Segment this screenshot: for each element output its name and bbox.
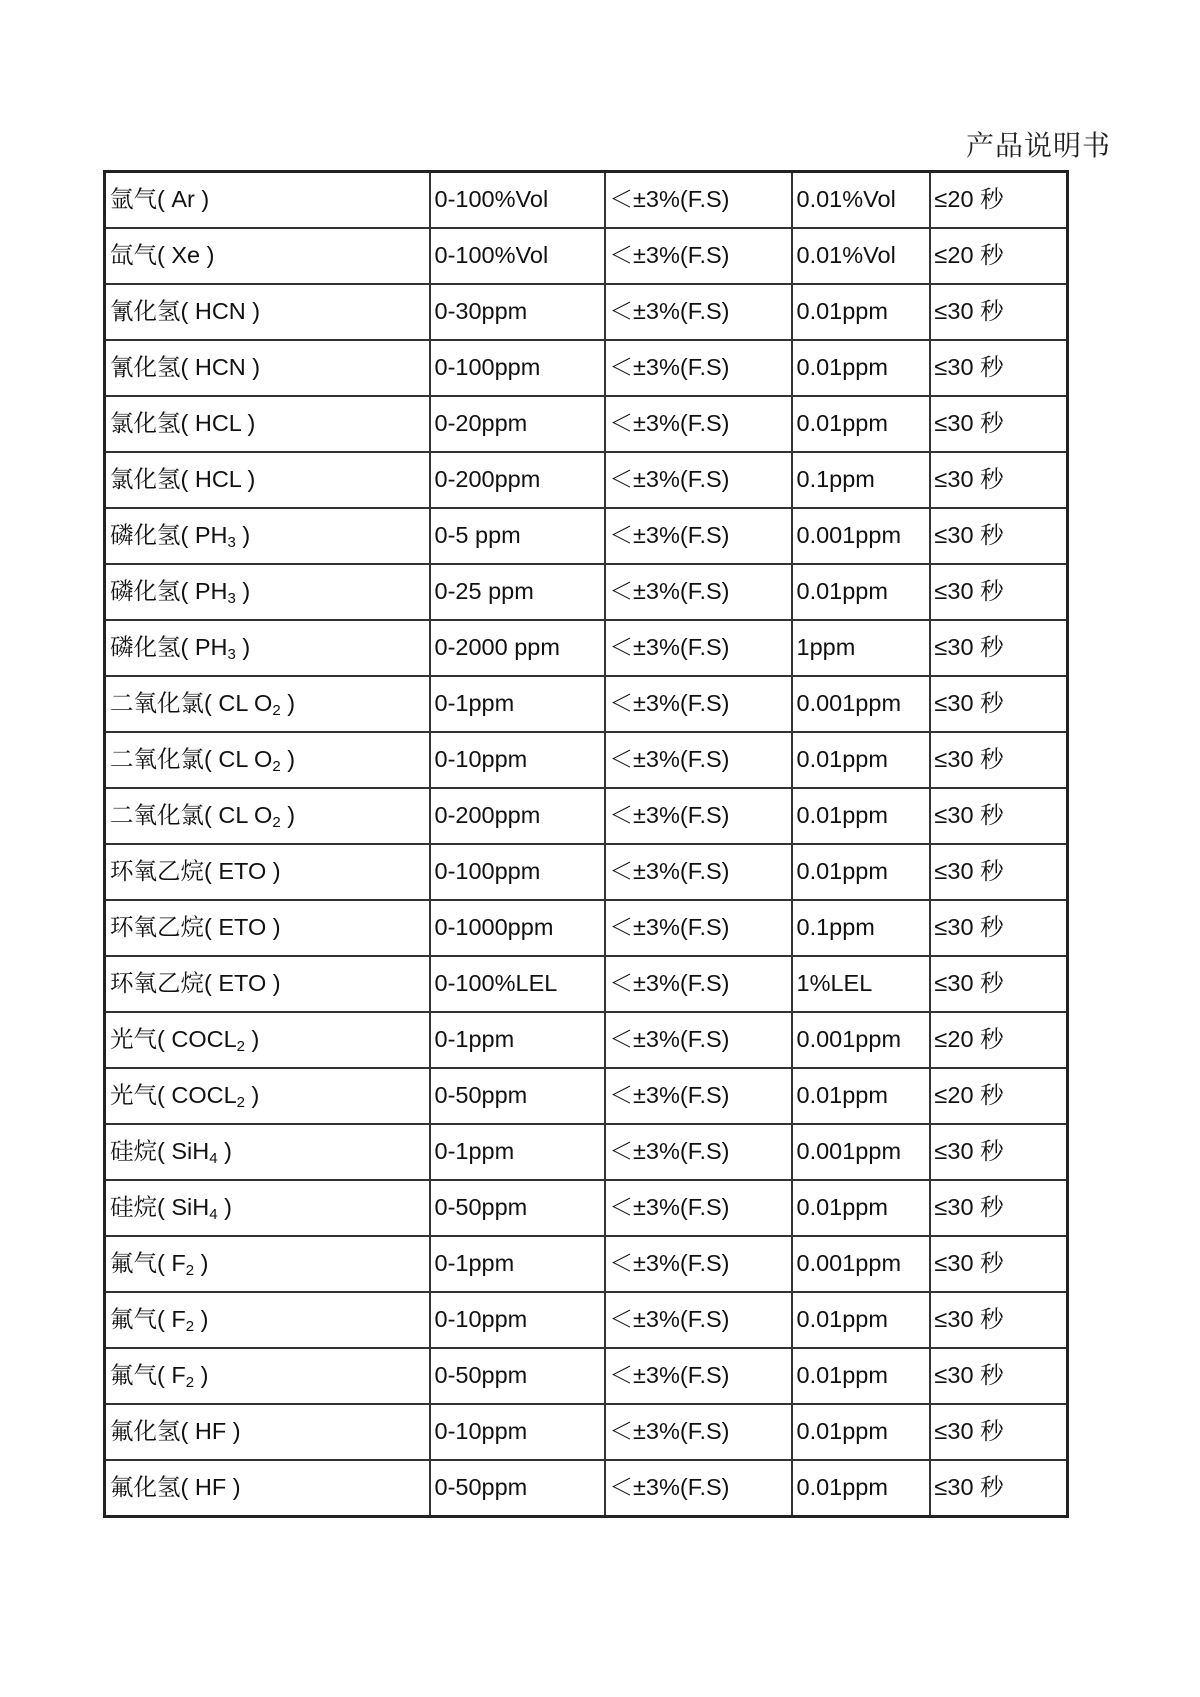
gas-name-cell: 氟气( $F_2$ ) [105, 1236, 430, 1292]
response-time-cell: ≤30 秒 [930, 1180, 1068, 1236]
gas-formula: HCL [194, 466, 241, 493]
gas-formula-subscript: 3 [227, 534, 236, 552]
gas-formula-subscript: 3 [227, 590, 236, 608]
response-time-cell: ≤20 秒 [930, 1068, 1068, 1124]
response-time-cell: ≤30 秒 [930, 620, 1068, 676]
gas-formula: HF [194, 1474, 227, 1501]
resolution-cell: 0.001ppm [792, 1124, 930, 1180]
gas-name-cell: 氙气( Xe ) [105, 228, 430, 284]
gas-name-cell: 环氧乙烷( ETO ) [105, 900, 430, 956]
table-row [105, 1292, 1068, 1348]
gas-name: 氟化氢 [110, 1418, 181, 1445]
gas-name: 光气 [110, 1026, 157, 1053]
resolution-cell: 0.001ppm [792, 1236, 930, 1292]
range-cell: 0-25 ppm [430, 564, 605, 620]
accuracy-cell: ＜±3%(F.S) [605, 228, 792, 284]
gas-formula: HCN [194, 298, 246, 325]
resolution-cell: 0.1ppm [792, 900, 930, 956]
gas-formula: PH [194, 634, 228, 661]
response-time-cell: ≤30 秒 [930, 844, 1068, 900]
gas-name-cell: 硅烷( SiH$_4$ ) [105, 1124, 430, 1180]
accuracy-cell: ＜±3%(F.S) [605, 396, 792, 452]
accuracy-cell: ＜±3%(F.S) [605, 732, 792, 788]
gas-formula-subscript: 2 [272, 814, 281, 832]
gas-formula: HCN [194, 354, 246, 381]
gas-name: 磷化氢 [110, 634, 181, 661]
table-row [105, 172, 1068, 229]
accuracy-cell: ＜±3%(F.S) [605, 1348, 792, 1404]
range-cell: 0-20ppm [430, 396, 605, 452]
gas-spec-table [103, 170, 1069, 1518]
resolution-cell: 0.01ppm [792, 1460, 930, 1517]
gas-name-cell: 二氧化氯( CL $O_2$ ) [105, 676, 430, 732]
gas-name-cell: 二氧化氯( CL $O_2$ ) [105, 788, 430, 844]
response-time-cell: ≤30 秒 [930, 900, 1068, 956]
gas-formula: SiH [171, 1138, 210, 1165]
table-row [105, 564, 1068, 620]
gas-name: 光气 [110, 1082, 157, 1109]
accuracy-cell: ＜±3%(F.S) [605, 620, 792, 676]
resolution-cell: 1%LEL [792, 956, 930, 1012]
accuracy-cell: ＜±3%(F.S) [605, 1012, 792, 1068]
gas-formula-subscript: 2 [272, 758, 281, 776]
gas-name: 氰化氢 [110, 354, 181, 381]
response-time-cell: ≤30 秒 [930, 452, 1068, 508]
response-time-cell: ≤30 秒 [930, 1124, 1068, 1180]
table-row [105, 676, 1068, 732]
resolution-cell: 0.01ppm [792, 1068, 930, 1124]
gas-name-cell: 氰化氢( HCN ) [105, 284, 430, 340]
gas-formula: HF [194, 1418, 227, 1445]
resolution-cell: 0.01ppm [792, 844, 930, 900]
range-cell: 0-50ppm [430, 1460, 605, 1517]
gas-formula: PH [194, 522, 228, 549]
gas-name: 氟气 [110, 1250, 157, 1277]
accuracy-cell: ＜±3%(F.S) [605, 1068, 792, 1124]
gas-formula: F [171, 1362, 186, 1389]
range-cell: 0-100ppm [430, 340, 605, 396]
gas-name: 环氧乙烷 [110, 914, 204, 941]
gas-formula: COCL [171, 1082, 237, 1109]
gas-name-cell: 氟气( $F_2$ ) [105, 1348, 430, 1404]
gas-name: 氟气 [110, 1362, 157, 1389]
response-time-cell: ≤30 秒 [930, 676, 1068, 732]
gas-name-cell: 环氧乙烷( ETO ) [105, 956, 430, 1012]
accuracy-cell: ＜±3%(F.S) [605, 172, 792, 229]
gas-name: 氰化氢 [110, 298, 181, 325]
resolution-cell: 0.01ppm [792, 1180, 930, 1236]
table-row [105, 900, 1068, 956]
accuracy-cell: ＜±3%(F.S) [605, 676, 792, 732]
gas-formula: CL O [218, 690, 273, 717]
gas-name-cell: 二氧化氯( CL $O_2$ ) [105, 732, 430, 788]
resolution-cell: 0.001ppm [792, 1012, 930, 1068]
gas-name-cell: 磷化氢( $PH_3$ ) [105, 508, 430, 564]
resolution-cell: 0.01ppm [792, 788, 930, 844]
accuracy-cell: ＜±3%(F.S) [605, 788, 792, 844]
corner-mark-icon: ⸝ [104, 162, 111, 176]
range-cell: 0-50ppm [430, 1180, 605, 1236]
response-time-cell: ≤20 秒 [930, 172, 1068, 229]
gas-name: 二氧化氯 [110, 802, 204, 829]
table-row [105, 1124, 1068, 1180]
range-cell: 0-100ppm [430, 844, 605, 900]
response-time-cell: ≤30 秒 [930, 508, 1068, 564]
gas-name-cell: 氟化氢( HF ) [105, 1460, 430, 1517]
table-row [105, 1012, 1068, 1068]
response-time-cell: ≤30 秒 [930, 956, 1068, 1012]
gas-formula: HCL [194, 410, 241, 437]
response-time-cell: ≤30 秒 [930, 1348, 1068, 1404]
gas-name: 氟气 [110, 1306, 157, 1333]
resolution-cell: 0.1ppm [792, 452, 930, 508]
gas-name-cell: 氟化氢( HF ) [105, 1404, 430, 1460]
range-cell: 0-1ppm [430, 1124, 605, 1180]
accuracy-cell: ＜±3%(F.S) [605, 1124, 792, 1180]
gas-formula: F [171, 1250, 186, 1277]
response-time-cell: ≤20 秒 [930, 1012, 1068, 1068]
response-time-cell: ≤30 秒 [930, 1236, 1068, 1292]
response-time-cell: ≤30 秒 [930, 732, 1068, 788]
table-row [105, 1236, 1068, 1292]
gas-formula: COCL [171, 1026, 237, 1053]
accuracy-cell: ＜±3%(F.S) [605, 900, 792, 956]
accuracy-cell: ＜±3%(F.S) [605, 1460, 792, 1517]
response-time-cell: ≤30 秒 [930, 564, 1068, 620]
table-row [105, 452, 1068, 508]
range-cell: 0-1ppm [430, 1236, 605, 1292]
range-cell: 0-50ppm [430, 1068, 605, 1124]
resolution-cell: 0.01%Vol [792, 228, 930, 284]
gas-spec-table-body [105, 172, 1068, 1517]
response-time-cell: ≤30 秒 [930, 1460, 1068, 1517]
resolution-cell: 0.01ppm [792, 1404, 930, 1460]
gas-name-cell: 光气( $COCL_2$ ) [105, 1068, 430, 1124]
gas-formula: CL O [218, 746, 273, 773]
resolution-cell: 0.01ppm [792, 1292, 930, 1348]
gas-name: 环氧乙烷 [110, 858, 204, 885]
table-row [105, 396, 1068, 452]
gas-name-cell: 氰化氢( HCN ) [105, 340, 430, 396]
accuracy-cell: ＜±3%(F.S) [605, 284, 792, 340]
gas-formula-subscript: 4 [209, 1150, 218, 1168]
gas-formula-subscript: 2 [236, 1038, 245, 1056]
accuracy-cell: ＜±3%(F.S) [605, 844, 792, 900]
gas-name-cell: 光气( $COCL_2$ ) [105, 1012, 430, 1068]
gas-name-cell: 磷化氢( $PH_3$ ) [105, 564, 430, 620]
accuracy-cell: ＜±3%(F.S) [605, 1180, 792, 1236]
resolution-cell: 1ppm [792, 620, 930, 676]
table-row [105, 732, 1068, 788]
accuracy-cell: ＜±3%(F.S) [605, 1292, 792, 1348]
gas-name-cell: 氯化氢( HCL ) [105, 452, 430, 508]
accuracy-cell: ＜±3%(F.S) [605, 1236, 792, 1292]
range-cell: 0-10ppm [430, 732, 605, 788]
resolution-cell: 0.01%Vol [792, 172, 930, 229]
accuracy-cell: ＜±3%(F.S) [605, 1404, 792, 1460]
resolution-cell: 0.01ppm [792, 732, 930, 788]
table-row [105, 340, 1068, 396]
table-row [105, 956, 1068, 1012]
gas-formula: SiH [171, 1194, 210, 1221]
table-row [105, 1460, 1068, 1517]
accuracy-cell: ＜±3%(F.S) [605, 340, 792, 396]
response-time-cell: ≤30 秒 [930, 340, 1068, 396]
gas-name-cell: 磷化氢( $PH_3$ ) [105, 620, 430, 676]
range-cell: 0-5 ppm [430, 508, 605, 564]
table-row [105, 508, 1068, 564]
gas-formula-subscript: 2 [185, 1318, 195, 1336]
gas-formula: CL O [218, 802, 273, 829]
table-row [105, 620, 1068, 676]
table-row [105, 228, 1068, 284]
accuracy-cell: ＜±3%(F.S) [605, 956, 792, 1012]
gas-name: 二氧化氯 [110, 746, 204, 773]
table-row [105, 1348, 1068, 1404]
table-row [105, 1180, 1068, 1236]
range-cell: 0-200ppm [430, 452, 605, 508]
accuracy-cell: ＜±3%(F.S) [605, 452, 792, 508]
table-row [105, 1068, 1068, 1124]
gas-name: 二氧化氯 [110, 690, 204, 717]
gas-formula-subscript: 2 [272, 702, 281, 720]
gas-formula: Xe [171, 242, 201, 269]
table-row [105, 788, 1068, 844]
range-cell: 0-1000ppm [430, 900, 605, 956]
response-time-cell: ≤30 秒 [930, 788, 1068, 844]
table-row [105, 284, 1068, 340]
range-cell: 0-2000 ppm [430, 620, 605, 676]
range-cell: 0-10ppm [430, 1404, 605, 1460]
accuracy-cell: ＜±3%(F.S) [605, 508, 792, 564]
table-row [105, 844, 1068, 900]
gas-name: 氟化氢 [110, 1474, 181, 1501]
gas-name: 氩气 [110, 186, 157, 213]
table-row [105, 1404, 1068, 1460]
range-cell: 0-100%LEL [430, 956, 605, 1012]
range-cell: 0-30ppm [430, 284, 605, 340]
range-cell: 0-200ppm [430, 788, 605, 844]
gas-formula-subscript: 2 [185, 1374, 195, 1392]
gas-formula-subscript: 2 [236, 1094, 245, 1112]
gas-name-cell: 氯化氢( HCL ) [105, 396, 430, 452]
gas-formula: ETO [218, 858, 267, 885]
gas-formula: F [171, 1306, 186, 1333]
resolution-cell: 0.001ppm [792, 676, 930, 732]
gas-name: 环氧乙烷 [110, 970, 204, 997]
gas-name-cell: 氩气( Ar ) [105, 172, 430, 229]
gas-formula-subscript: 2 [185, 1262, 195, 1280]
gas-formula: Ar [171, 186, 195, 213]
gas-name: 氯化氢 [110, 466, 181, 493]
resolution-cell: 0.01ppm [792, 564, 930, 620]
gas-name: 氙气 [110, 242, 157, 269]
range-cell: 0-100%Vol [430, 228, 605, 284]
response-time-cell: ≤30 秒 [930, 284, 1068, 340]
gas-name: 磷化氢 [110, 578, 181, 605]
gas-name: 磷化氢 [110, 522, 181, 549]
range-cell: 0-10ppm [430, 1292, 605, 1348]
response-time-cell: ≤30 秒 [930, 396, 1068, 452]
response-time-cell: ≤20 秒 [930, 228, 1068, 284]
gas-formula: PH [194, 578, 228, 605]
resolution-cell: 0.001ppm [792, 508, 930, 564]
resolution-cell: 0.01ppm [792, 340, 930, 396]
gas-formula: ETO [218, 970, 267, 997]
gas-formula-subscript: 4 [209, 1206, 218, 1224]
gas-name: 氯化氢 [110, 410, 181, 437]
gas-formula: ETO [218, 914, 267, 941]
gas-name: 硅烷 [110, 1194, 157, 1221]
gas-name-cell: 硅烷( SiH$_4$ ) [105, 1180, 430, 1236]
accuracy-cell: ＜±3%(F.S) [605, 564, 792, 620]
gas-name-cell: 环氧乙烷( ETO ) [105, 844, 430, 900]
resolution-cell: 0.01ppm [792, 1348, 930, 1404]
range-cell: 0-100%Vol [430, 172, 605, 229]
response-time-cell: ≤30 秒 [930, 1292, 1068, 1348]
range-cell: 0-1ppm [430, 676, 605, 732]
gas-formula-subscript: 3 [227, 646, 236, 664]
resolution-cell: 0.01ppm [792, 284, 930, 340]
range-cell: 0-50ppm [430, 1348, 605, 1404]
gas-name: 硅烷 [110, 1138, 157, 1165]
response-time-cell: ≤30 秒 [930, 1404, 1068, 1460]
page-header-title: 产品说明书 [965, 129, 1111, 162]
gas-name-cell: 氟气( $F_2$ ) [105, 1292, 430, 1348]
range-cell: 0-1ppm [430, 1012, 605, 1068]
resolution-cell: 0.01ppm [792, 396, 930, 452]
